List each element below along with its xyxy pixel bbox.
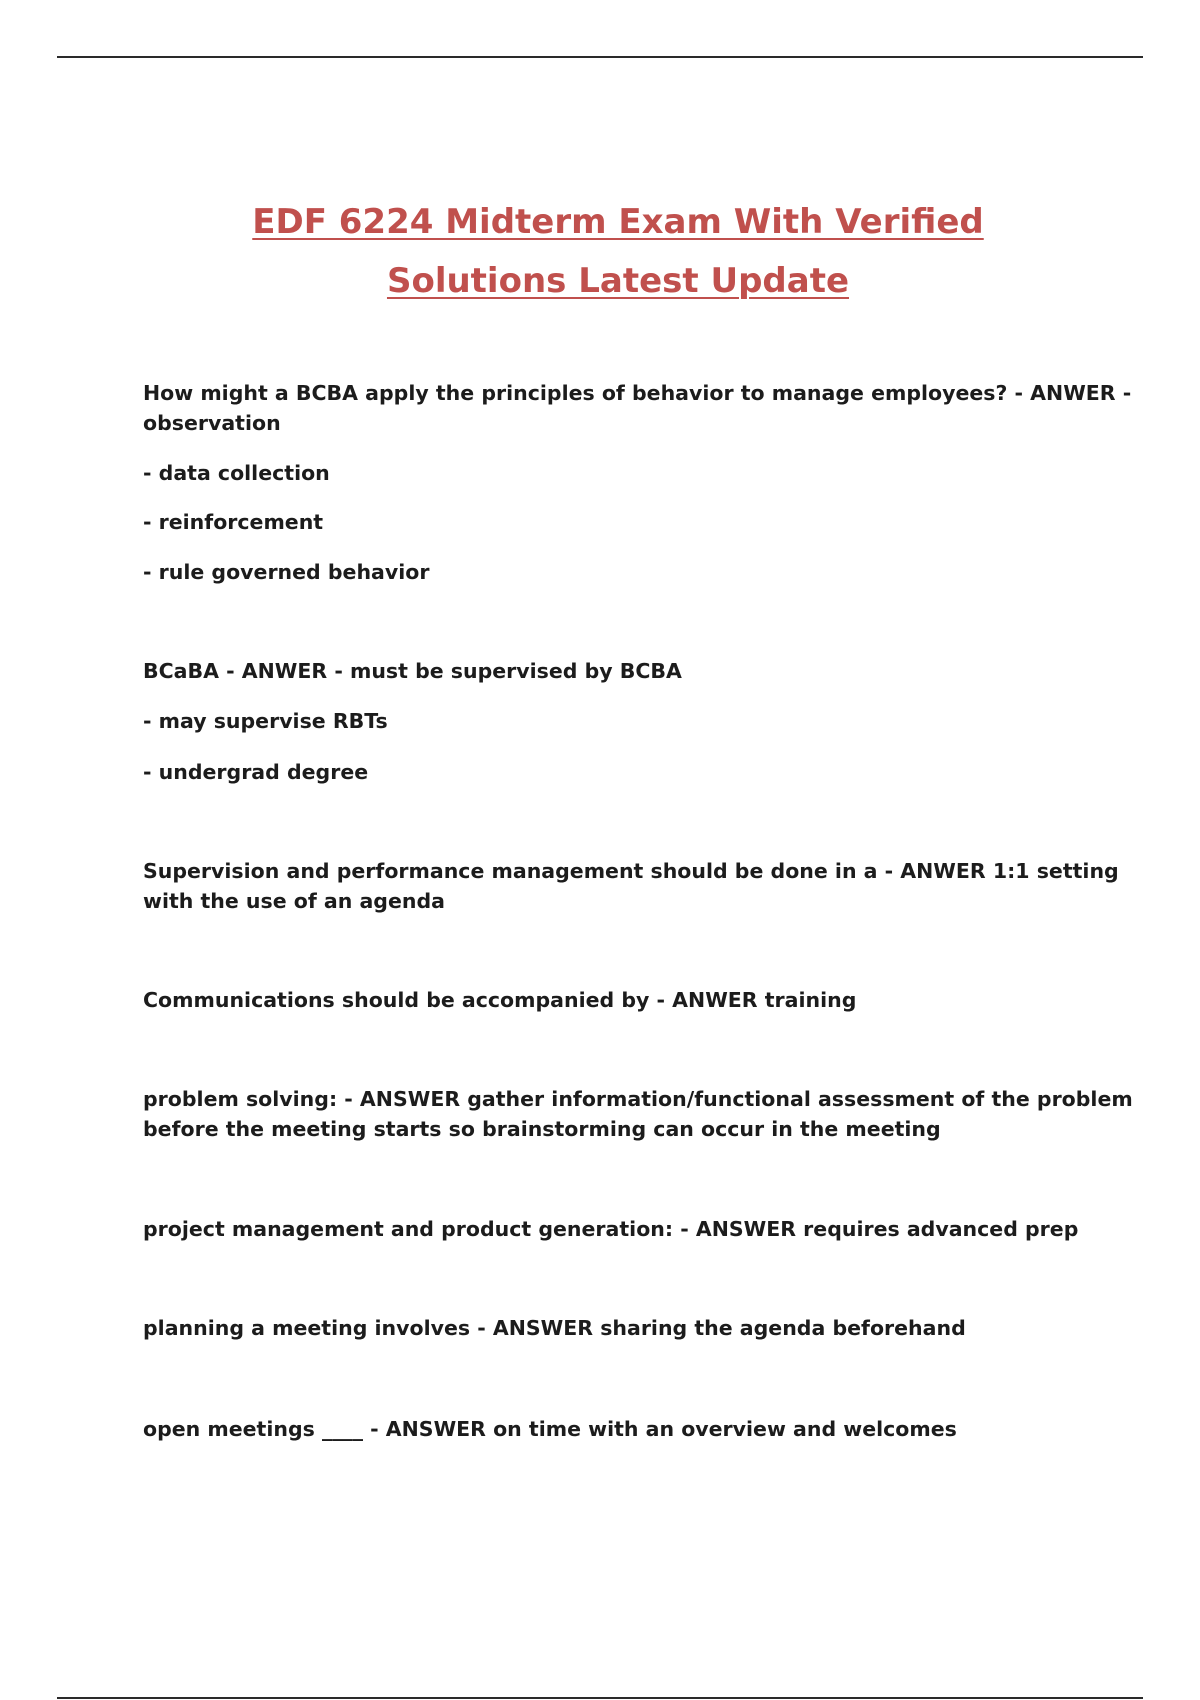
qa-line: - may supervise RBTs bbox=[143, 709, 388, 733]
qa-line: observation bbox=[143, 411, 281, 435]
qa-line: - undergrad degree bbox=[143, 760, 369, 784]
qa-line: project management and product generation: - ANSWER requires advanced prep bbox=[143, 1217, 1079, 1241]
document-title bbox=[0, 193, 1200, 311]
qa-line: problem solving: - ANSWER gather information/functional assessment of the problem bbox=[143, 1087, 1133, 1111]
qa-line: Supervision and performance management should be done in a - ANWER 1:1 setting bbox=[143, 859, 1119, 883]
qa-line: How might a BCBA apply the principles of behavior to manage employees? - ANWER - bbox=[143, 381, 1132, 405]
qa-line: open meetings ____ - ANSWER on time with an overview and welcomes bbox=[143, 1417, 957, 1441]
qa-line: with the use of an agenda bbox=[143, 889, 445, 913]
bottom-rule bbox=[57, 1697, 1143, 1699]
title-line-2: Solutions Latest Update bbox=[386, 261, 850, 301]
qa-line: - data collection bbox=[143, 461, 330, 485]
qa-line: BCaBA - ANWER - must be supervised by BCBA bbox=[143, 659, 682, 683]
top-rule bbox=[57, 56, 1143, 58]
qa-line: before the meeting starts so brainstorming can occur in the meeting bbox=[143, 1117, 941, 1141]
qa-line: planning a meeting involves - ANSWER sharing the agenda beforehand bbox=[143, 1316, 966, 1340]
qa-line: Communications should be accompanied by - ANWER training bbox=[143, 988, 857, 1012]
qa-line: - reinforcement bbox=[143, 510, 324, 534]
title-line-1: EDF 6224 Midterm Exam With Verified bbox=[252, 202, 984, 242]
qa-line: - rule governed behavior bbox=[143, 560, 430, 584]
